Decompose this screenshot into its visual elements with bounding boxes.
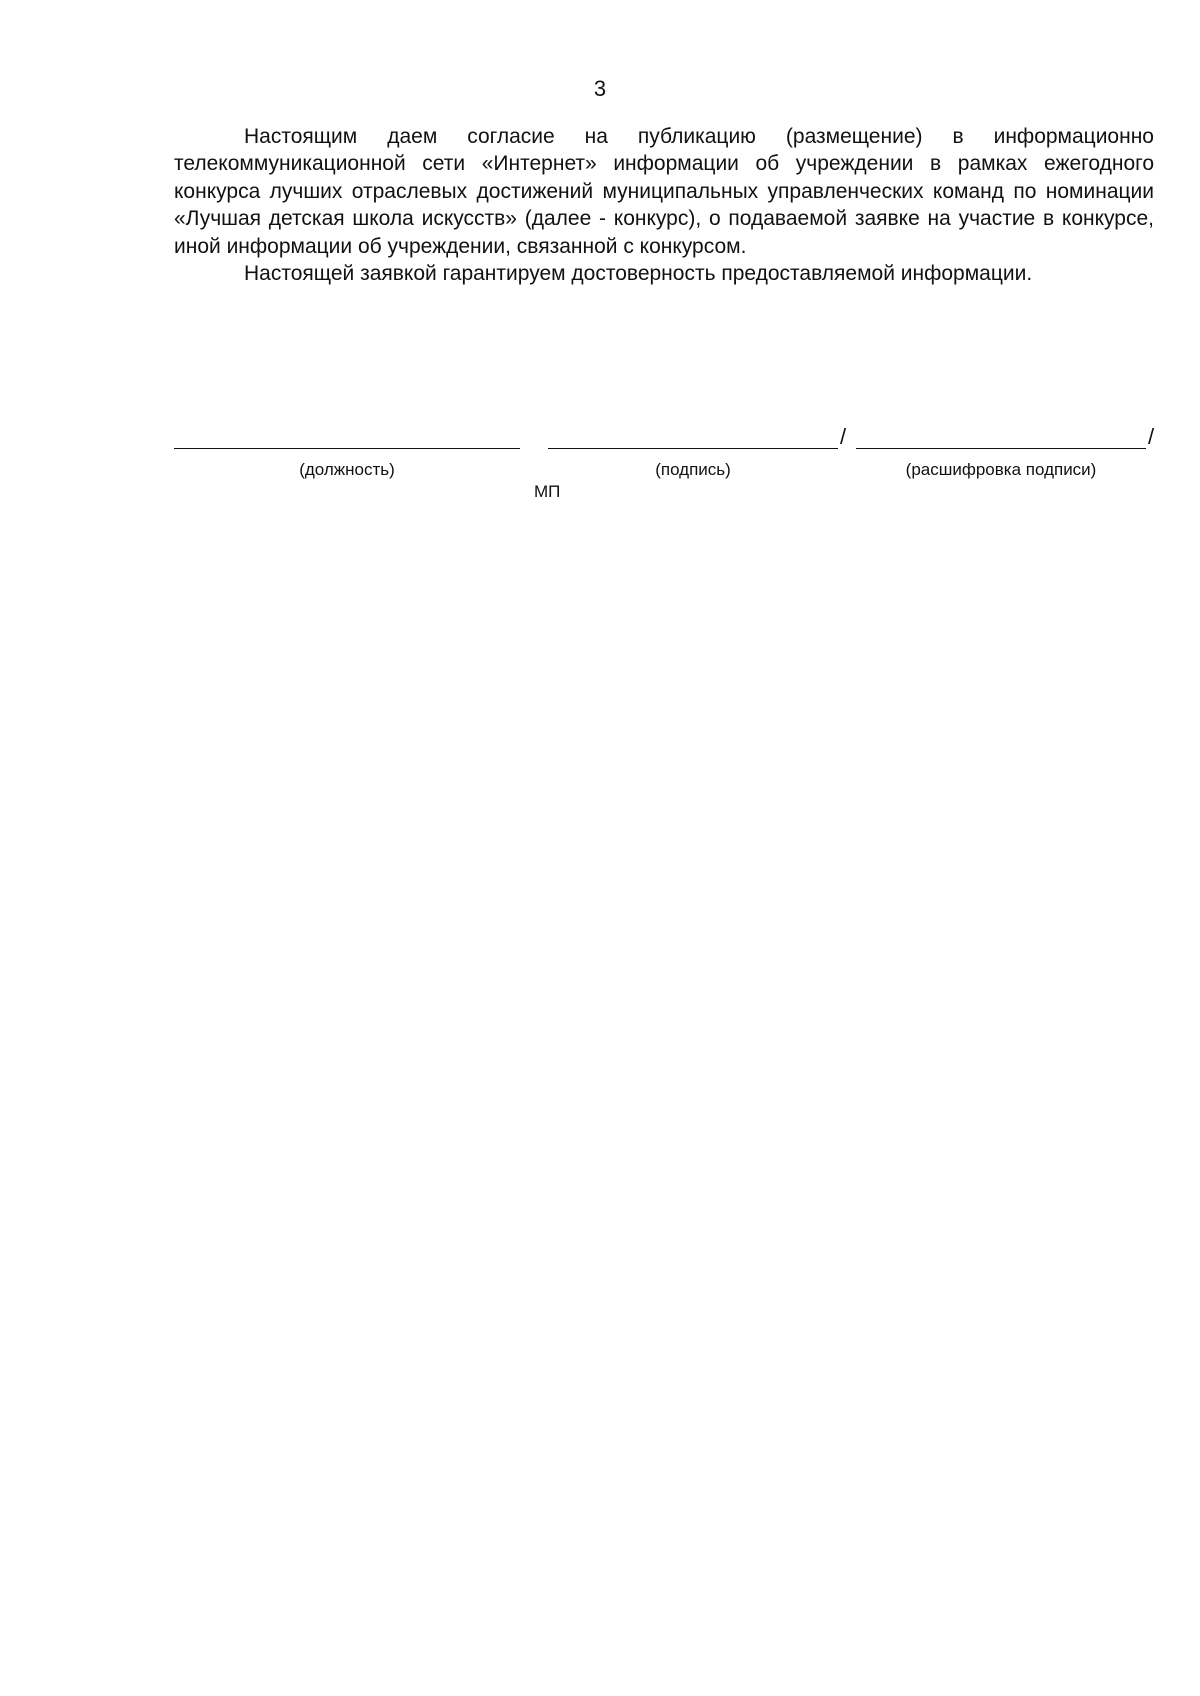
position-caption: (должность) — [299, 460, 395, 479]
stamp-label: МП — [534, 482, 561, 501]
signature-separator: / — [840, 424, 847, 449]
signature-caption: (подпись) — [655, 460, 731, 479]
signature-block — [174, 420, 1154, 500]
signature-line — [548, 448, 838, 449]
signature-decode-line — [856, 448, 1146, 449]
consent-paragraph: Настоящим даем согласие на публикацию (размещение) в информационно телекоммуникационной сети «Интернет» информации об учреждении в рамках ежегодного конкурса лучших отраслевых достижений муниципальных управленческих команд по номинации «Лучшая детская школа искусств» (далее - конкурс), о подаваемой заявке на участие в конкурсе, иной информации об учреждении, связанной с конкурсом. — [174, 125, 1154, 258]
page-number — [0, 76, 1200, 102]
page-number-text: 3 — [593, 76, 607, 101]
signature-decode-caption: (расшифровка подписи) — [905, 460, 1097, 479]
position-line — [174, 448, 520, 449]
guarantee-paragraph: Настоящей заявкой гарантируем достоверность предоставляемой информации. — [244, 262, 1033, 286]
signature-end-separator: / — [1148, 424, 1155, 449]
document-body — [174, 123, 1154, 287]
